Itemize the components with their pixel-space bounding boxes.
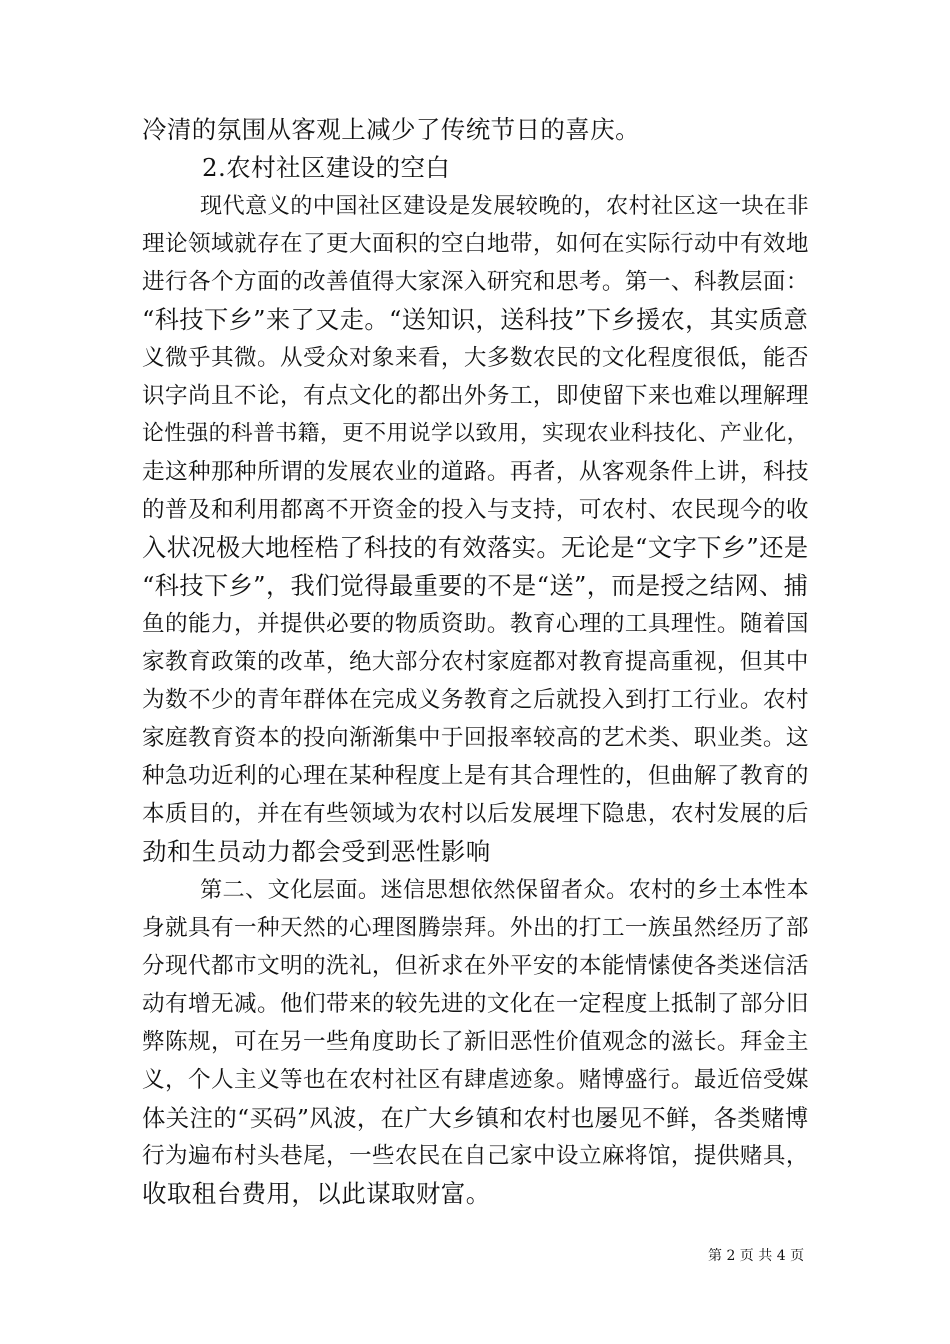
text-line: 论性强的科普书籍，更不用说学以致用，实现农业科技化、产业化， <box>142 421 809 446</box>
text-line: 动有增无减。他们带来的较先进的文化在一定程度上抵制了部分旧 <box>142 991 809 1017</box>
text-line: 体关注的“买码”风波，在广大乡镇和农村也屡见不鲜，各类赌博 <box>142 1104 809 1132</box>
page-number: 第 2 页 共 4 页 <box>708 1248 805 1264</box>
text-line: 进行各个方面的改善值得大家深入研究和思考。第一、科教层面： <box>142 269 809 295</box>
text-line: 现代意义的中国社区建设是发展较晚的，农村社区这一块在非 <box>200 193 810 219</box>
text-line: “科技下乡”来了又走。“送知识，送科技”下乡援农，其实质意 <box>142 306 809 334</box>
text-line: 收取租台费用，以此谋取财富。 <box>142 1179 491 1208</box>
text-line: 家教育政策的改革，绝大部分农村家庭都对教育提高重视，但其中 <box>142 649 809 675</box>
text-line: 分现代都市文明的洗礼，但祈求在外平安的本能情愫使各类迷信活 <box>142 953 809 979</box>
text-line: “科技下乡”，我们觉得最重要的不是“送”，而是授之结网、捕 <box>142 572 809 600</box>
text-line: 劲和生员动力都会受到恶性影响 <box>142 837 491 866</box>
text-line: 义，个人主义等也在农村社区有肆虐迹象。赌博盛行。最近倍受媒 <box>142 1067 809 1093</box>
text-line: 走这种那种所谓的发展农业的道路。再者，从客观条件上讲，科技 <box>142 459 809 485</box>
text-line: 种急功近利的心理在某种程度上是有其合理性的，但曲解了教育的 <box>142 763 809 789</box>
text-line: 弊陈规，可在另一些角度助长了新旧恶性价值观念的滋长。拜金主 <box>142 1029 809 1055</box>
text-line: 义微乎其微。从受众对象来看，大多数农民的文化程度很低，能否 <box>142 345 809 371</box>
text-line: 冷清的氛围从客观上减少了传统节日的喜庆。 <box>142 115 640 144</box>
text-line: 行为遍布村头巷尾，一些农民在自己家中设立麻将馆，提供赌具， <box>142 1143 809 1169</box>
text-line: 家庭教育资本的投向渐渐集中于回报率较高的艺术类、职业类。这 <box>142 725 809 751</box>
text-line: 的普及和利用都离不开资金的投入与支持，可农村、农民现今的收 <box>142 497 809 523</box>
text-line: 本质目的，并在有些领域为农村以后发展埋下隐患，农村发展的后 <box>142 801 809 827</box>
text-line: 鱼的能力，并提供必要的物质资助。教育心理的工具理性。随着国 <box>142 611 809 637</box>
text-line: 为数不少的青年群体在完成义务教育之后就投入到打工行业。农村 <box>142 687 809 713</box>
text-line: 身就具有一种天然的心理图腾崇拜。外出的打工一族虽然经历了部 <box>142 915 809 941</box>
text-line: 第二、文化层面。迷信思想依然保留者众。农村的乡土本性本 <box>200 877 810 903</box>
text-line: 2.农村社区建设的空白 <box>202 153 451 182</box>
text-line: 理论领域就存在了更大面积的空白地带，如何在实际行动中有效地 <box>142 231 809 257</box>
text-line: 入状况极大地桎梏了科技的有效落实。无论是“文字下乡”还是 <box>142 533 809 562</box>
text-line: 识字尚且不论，有点文化的都出外务工，即使留下来也难以理解理 <box>142 383 809 409</box>
